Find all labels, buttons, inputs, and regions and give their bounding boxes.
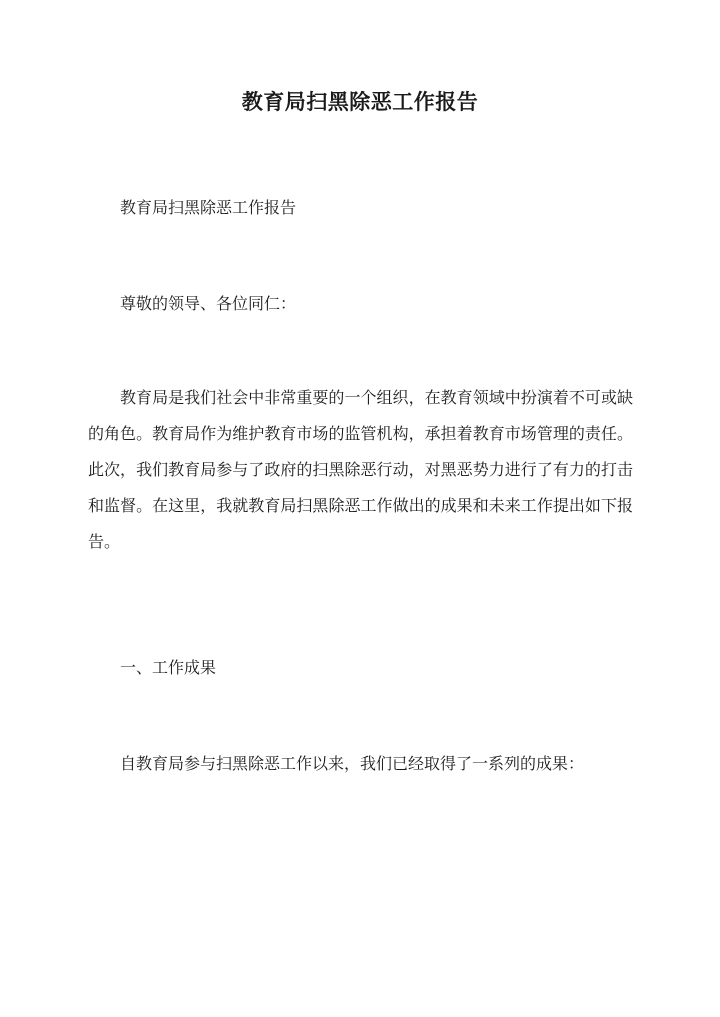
salutation-paragraph: 尊敬的领导、各位同仁： <box>120 294 297 313</box>
subtitle-paragraph: 教育局扫黑除恶工作报告 <box>120 198 297 217</box>
intro-paragraph: 教育局是我们社会中非常重要的一个组织，在教育领域中扮演着不可或缺的角色。教育局作为维护教育市场的监管机构，承担着教育市场管理的责任。此次，我们教育局参与了政府的扫黑除恶行动，对黑恶势力进行了有力的打击和监督。在这里，我就教育局扫黑除恶工作做出的成果和未来工作提出如下报告。 <box>88 388 633 551</box>
document-title: 教育局扫黑除恶工作报告 <box>241 89 479 114</box>
section-heading: 一、工作成果 <box>120 658 217 677</box>
results-intro-paragraph: 自教育局参与扫黑除恶工作以来，我们已经取得了一系列的成果： <box>120 754 585 773</box>
